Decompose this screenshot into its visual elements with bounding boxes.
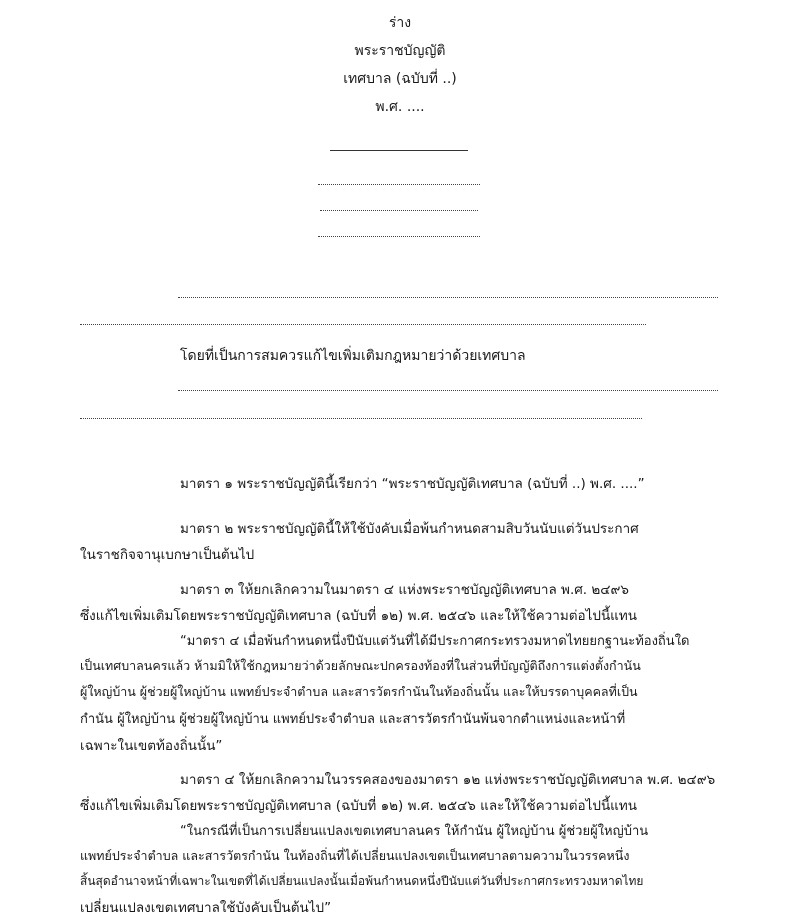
section-3-quote-line-4: กำนัน ผู้ใหญ่บ้าน ผู้ช่วยผู้ใหญ่บ้าน แพทย์ประจำตำบล และสารวัตรกำนันพ้นจากตำแหน่งและหน้าที่ [80,712,626,727]
section-1: มาตรา ๑ พระราชบัญญัตินี้เรียกว่า “พระราชบัญญัติเทศบาล (ฉบับที่ ..) พ.ศ. ....” [180,476,645,492]
section-4-quote-line-3: สิ้นสุดอำนาจหน้าที่เฉพาะในเขตที่ได้เปลี่ยนแปลงนั้นเมื่อพ้นกำหนดหนึ่งปีนับแต่วันที่ประกาศกระทรวงมหาดไทย [80,874,644,888]
draft-label: ร่าง [388,15,412,31]
dotted-line [318,184,480,185]
section-4-line-1: มาตรา ๔ ให้ยกเลิกความในวรรคสองของมาตรา ๑๒ แห่งพระราชบัญญัติเทศบาล พ.ศ. ๒๔๙๖ [180,772,716,788]
dotted-line [80,324,646,325]
dotted-line [178,297,718,298]
section-3-line-1: มาตรา ๓ ให้ยกเลิกความในมาตรา ๔ แห่งพระราชบัญญัติเทศบาล พ.ศ. ๒๔๙๖ [180,582,629,598]
section-2-line-2: ในราชกิจจานุเบกษาเป็นต้นไป [80,547,255,563]
dotted-line [178,390,718,391]
section-3-quote-line-1: “มาตรา ๔ เมื่อพ้นกำหนดหนึ่งปีนับแต่วันที่ได้มีประกาศกระทรวงมหาดไทยยกฐานะท้องถิ่นใด [180,634,690,649]
section-3-quote-line-5: เฉพาะในเขตท้องถิ่นนั้น” [80,738,223,754]
act-year: พ.ศ. .... [375,99,425,115]
dotted-line [80,418,642,419]
section-4-line-2: ซึ่งแก้ไขเพิ่มเติมโดยพระราชบัญญัติเทศบาล (ฉบับที่ ๑๒) พ.ศ. ๒๕๔๖ และให้ใช้ความต่อไปนี้แทน [80,798,638,814]
section-4-quote-line-2: แพทย์ประจำตำบล และสารวัตรกำนัน ในท้องถิ่นที่ได้เปลี่ยนแปลงเขตเป็นเทศบาลตามความในวรรคหนึ่ง [80,848,630,863]
section-4-quote-line-4: เปลี่ยนแปลงเขตเทศบาลใช้บังคับเป็นต้นไป” [80,900,332,916]
section-3-quote-line-2: เป็นเทศบาลนครแล้ว ห้ามมิให้ใช้กฎหมายว่าด้วยลักษณะปกครองท้องที่ในส่วนที่บัญญัติถึงการแต่งตั้งกำนัน [80,658,641,673]
dotted-line [320,210,478,211]
section-3-line-2: ซึ่งแก้ไขเพิ่มเติมโดยพระราชบัญญัติเทศบาล (ฉบับที่ ๑๒) พ.ศ. ๒๕๔๖ และให้ใช้ความต่อไปนี้แทน [80,608,638,624]
act-name: เทศบาล (ฉบับที่ ..) [343,71,457,87]
dotted-line [318,236,480,237]
section-2-line-1: มาตรา ๒ พระราชบัญญัตินี้ให้ใช้บังคับเมื่อพ้นกำหนดสามสิบวันนับแต่วันประกาศ [180,521,639,537]
section-3-quote-line-3: ผู้ใหญ่บ้าน ผู้ช่วยผู้ใหญ่บ้าน แพทย์ประจำตำบล และสารวัตรกำนันในท้องถิ่นนั้น และให้บรรดาบุคคลที่เป็น [80,684,638,699]
act-title: พระราชบัญญัติ [354,43,446,59]
preamble-text: โดยที่เป็นการสมควรแก้ไขเพิ่มเติมกฎหมายว่าด้วยเทศบาล [180,348,526,364]
title-divider [330,150,468,151]
section-4-quote-line-1: “ในกรณีที่เป็นการเปลี่ยนแปลงเขตเทศบาลนคร ให้กำนัน ผู้ใหญ่บ้าน ผู้ช่วยผู้ใหญ่บ้าน [180,824,649,839]
